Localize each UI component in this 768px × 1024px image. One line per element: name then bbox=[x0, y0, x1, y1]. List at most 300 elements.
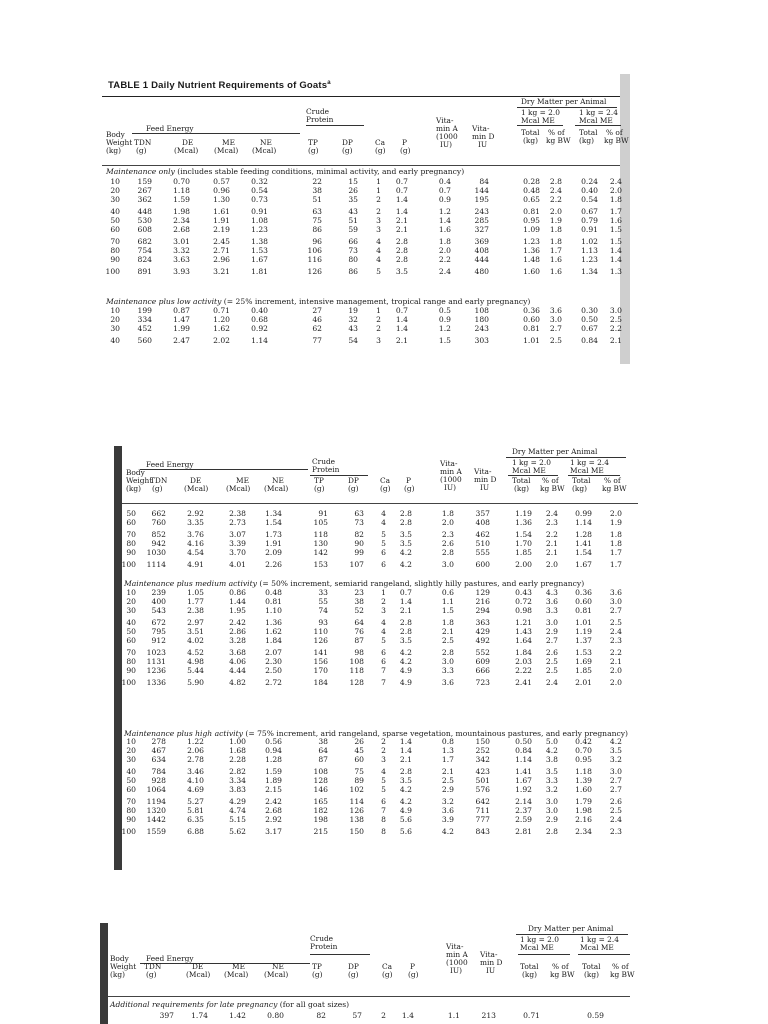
table-cell: 0.84 bbox=[581, 336, 598, 345]
table-cell: 6 bbox=[381, 648, 386, 657]
table-cell: 70 bbox=[126, 648, 136, 657]
table-cell: 141 bbox=[313, 648, 328, 657]
table-cell: 5 bbox=[381, 539, 386, 548]
table-cell: 2 bbox=[376, 315, 381, 324]
table-cell: 4 bbox=[381, 767, 386, 776]
table-cell: 2.8 bbox=[549, 177, 562, 186]
table-cell: 66 bbox=[348, 237, 358, 246]
table-cell: 146 bbox=[313, 785, 328, 794]
table-cell: 1.98 bbox=[173, 207, 190, 216]
table-cell: 80 bbox=[348, 255, 358, 264]
table-cell: 45 bbox=[354, 746, 364, 755]
table-cell: 4.91 bbox=[187, 560, 204, 569]
table-cell: 63 bbox=[312, 207, 322, 216]
table-cell: 1.62 bbox=[265, 627, 282, 636]
table-cell: 43 bbox=[348, 207, 358, 216]
section-label: Additional requirements for late pregnancy (for all goat sizes) bbox=[110, 1000, 350, 1009]
table-cell: 0.70 bbox=[575, 746, 592, 755]
table-cell: 1.60 bbox=[575, 785, 592, 794]
table-cell: 2.30 bbox=[265, 657, 282, 666]
table-cell: 4 bbox=[381, 518, 386, 527]
table-cell: 116 bbox=[307, 255, 322, 264]
table-cell: 75 bbox=[354, 767, 364, 776]
table-cell: 5.6 bbox=[399, 827, 412, 836]
table-cell: 795 bbox=[151, 627, 166, 636]
table-row bbox=[114, 785, 638, 795]
table-cell: 0.86 bbox=[229, 588, 246, 597]
table-cell: 4.2 bbox=[545, 746, 558, 755]
table-cell: 2.71 bbox=[213, 246, 230, 255]
table-cell: 2.4 bbox=[609, 177, 622, 186]
table-cell: 1.8 bbox=[549, 237, 562, 246]
table-cell: 2.3 bbox=[609, 636, 622, 645]
table-cell: 62 bbox=[312, 324, 322, 333]
table-cell: 2.68 bbox=[265, 806, 282, 815]
table-cell: 5.90 bbox=[187, 678, 204, 687]
table-cell: 0.81 bbox=[265, 597, 282, 606]
table-row bbox=[100, 1011, 630, 1021]
table-cell: 4.52 bbox=[187, 648, 204, 657]
table-cell: 2.68 bbox=[173, 225, 190, 234]
table-cell: 642 bbox=[475, 797, 490, 806]
table-cell: 912 bbox=[151, 636, 166, 645]
table-cell: 1114 bbox=[146, 560, 166, 569]
table-cell: 1.67 bbox=[575, 560, 592, 569]
table-cell: 1.20 bbox=[213, 315, 230, 324]
table-cell: 1.54 bbox=[265, 518, 282, 527]
table-cell: 50 bbox=[126, 776, 136, 785]
table-cell: 4.01 bbox=[229, 560, 246, 569]
table-cell: 4.54 bbox=[187, 548, 204, 557]
table-cell: 243 bbox=[474, 324, 489, 333]
table-cell: 107 bbox=[349, 560, 364, 569]
table-cell: 1.9 bbox=[549, 216, 562, 225]
table-cell: 2.6 bbox=[545, 648, 558, 657]
table-cell: 2.8 bbox=[399, 518, 412, 527]
table-cell: 6 bbox=[381, 548, 386, 557]
table-cell: 2.0 bbox=[609, 666, 622, 675]
table-cell: 369 bbox=[474, 237, 489, 246]
table-cell: 1.61 bbox=[213, 207, 230, 216]
table-cell: 363 bbox=[475, 618, 490, 627]
table-cell: 1.81 bbox=[251, 267, 268, 276]
table-cell: 2.1 bbox=[609, 657, 622, 666]
table-cell: 2.8 bbox=[399, 618, 412, 627]
table-cell: 2.37 bbox=[515, 806, 532, 815]
table-row bbox=[114, 606, 638, 616]
table-cell: 0.8 bbox=[441, 737, 454, 746]
table-cell: 243 bbox=[474, 207, 489, 216]
table-cell: 30 bbox=[110, 195, 120, 204]
table-cell: 57 bbox=[352, 1011, 362, 1020]
table-cell: 1.28 bbox=[265, 755, 282, 764]
table-cell: 82 bbox=[316, 1011, 326, 1020]
table-cell: 100 bbox=[121, 678, 136, 687]
table-cell: 1.5 bbox=[609, 237, 622, 246]
table-cell: 2.73 bbox=[229, 518, 246, 527]
table-cell: 4.9 bbox=[399, 678, 412, 687]
table-cell: 1.6 bbox=[549, 255, 562, 264]
table-cell: 2.9 bbox=[545, 627, 558, 636]
table-cell: 74 bbox=[318, 606, 328, 615]
table-cell: 0.30 bbox=[581, 306, 598, 315]
table-cell: 2.5 bbox=[441, 776, 454, 785]
table-cell: 711 bbox=[475, 806, 490, 815]
table-cell: 4 bbox=[376, 246, 381, 255]
table-cell: 1.36 bbox=[523, 246, 540, 255]
table-cell: 3.07 bbox=[229, 530, 246, 539]
table-row bbox=[114, 678, 638, 688]
table-cell: 4.2 bbox=[399, 657, 412, 666]
table-cell: 2.82 bbox=[229, 767, 246, 776]
table-cell: 3.0 bbox=[609, 306, 622, 315]
table-cell: 1.13 bbox=[581, 246, 598, 255]
table-cell: 0.67 bbox=[581, 324, 598, 333]
table-cell: 1.4 bbox=[399, 737, 412, 746]
table-cell: 1.01 bbox=[523, 336, 540, 345]
table-cell: 184 bbox=[313, 678, 328, 687]
table-row bbox=[102, 267, 632, 277]
table-cell: 4 bbox=[381, 618, 386, 627]
table-cell: 1.8 bbox=[609, 539, 622, 548]
table-cell: 1.59 bbox=[173, 195, 190, 204]
table-cell: 1.4 bbox=[609, 246, 622, 255]
table-row bbox=[102, 324, 632, 334]
table-cell: 0.56 bbox=[265, 737, 282, 746]
table-cell: 128 bbox=[349, 678, 364, 687]
table-cell: 3.6 bbox=[441, 678, 454, 687]
table-cell: 3.01 bbox=[173, 237, 190, 246]
table-cell: 3.5 bbox=[399, 539, 412, 548]
table-cell: 5.15 bbox=[229, 815, 246, 824]
table-cell: 3.93 bbox=[173, 267, 190, 276]
table-cell: 38 bbox=[318, 737, 328, 746]
table-cell: 216 bbox=[475, 597, 490, 606]
table-cell: 2.50 bbox=[265, 666, 282, 675]
table-cell: 90 bbox=[126, 666, 136, 675]
table-cell: 2.2 bbox=[609, 324, 622, 333]
table-cell: 2.8 bbox=[395, 246, 408, 255]
table-cell: 2.1 bbox=[399, 755, 412, 764]
table-cell: 2.97 bbox=[187, 618, 204, 627]
table-cell: 5.6 bbox=[399, 815, 412, 824]
table-cell: 1336 bbox=[146, 678, 166, 687]
table-cell: 3.5 bbox=[545, 767, 558, 776]
table-cell: 3.70 bbox=[229, 548, 246, 557]
table-cell: 76 bbox=[354, 627, 364, 636]
table-cell: 2.03 bbox=[515, 657, 532, 666]
table-cell: 2.4 bbox=[545, 509, 558, 518]
table-cell: 3.3 bbox=[545, 606, 558, 615]
table-panel-2 bbox=[114, 446, 638, 870]
table-cell: 555 bbox=[475, 548, 490, 557]
table-cell: 1.79 bbox=[575, 797, 592, 806]
table-cell: 180 bbox=[474, 315, 489, 324]
section-label: Maintenance plus high activity (= 75% increment, arid rangeland, sparse vegetation, mountainous pastures, and early pregnancy) bbox=[124, 729, 628, 738]
table-cell: 2.4 bbox=[438, 267, 451, 276]
table-cell: 6 bbox=[381, 657, 386, 666]
table-cell: 0.9 bbox=[438, 195, 451, 204]
table-row bbox=[114, 827, 638, 837]
table-cell: 90 bbox=[354, 539, 364, 548]
table-cell: 784 bbox=[151, 767, 166, 776]
table-cell: 2 bbox=[381, 737, 386, 746]
table-cell: 723 bbox=[475, 678, 490, 687]
table-cell: 2.1 bbox=[395, 225, 408, 234]
table-cell: 327 bbox=[474, 225, 489, 234]
table-cell: 2.78 bbox=[187, 755, 204, 764]
table-cell: 3 bbox=[381, 606, 386, 615]
table-cell: 239 bbox=[151, 588, 166, 597]
table-cell: 1.4 bbox=[395, 207, 408, 216]
table-cell: 3.39 bbox=[229, 539, 246, 548]
table-cell: 4.44 bbox=[229, 666, 246, 675]
table-cell: 444 bbox=[474, 255, 489, 264]
section-label: Maintenance plus low activity (= 25% increment, intensive management, tropical range and early pregnancy) bbox=[106, 297, 531, 306]
table-cell: 0.67 bbox=[581, 207, 598, 216]
table-cell: 8 bbox=[381, 815, 386, 824]
table-cell: 754 bbox=[137, 246, 152, 255]
table-cell: 87 bbox=[354, 636, 364, 645]
table-cell: 86 bbox=[348, 267, 358, 276]
table-cell: 2.86 bbox=[229, 627, 246, 636]
table-cell: 3.17 bbox=[265, 827, 282, 836]
table-cell: 3.0 bbox=[609, 597, 622, 606]
table-cell: 1.85 bbox=[575, 666, 592, 675]
table-cell: 1.9 bbox=[609, 518, 622, 527]
table-cell: 2.5 bbox=[549, 336, 562, 345]
table-cell: 0.71 bbox=[523, 1011, 540, 1020]
table-cell: 2.5 bbox=[609, 315, 622, 324]
table-cell: 0.5 bbox=[438, 306, 451, 315]
table-cell: 1.4 bbox=[395, 315, 408, 324]
table-cell: 114 bbox=[349, 797, 364, 806]
table-cell: 662 bbox=[151, 509, 166, 518]
table-cell: 90 bbox=[126, 815, 136, 824]
table-cell: 2 bbox=[376, 324, 381, 333]
column-header: Dry Matter per Animal Crude Protein 1 kg = 2.0 Mcal ME 1 kg = 2.4 Mcal ME Vita- Vita- Feed Energy Body Weight (kg) TDN (g) DE (Mcal) ME (Mcal) NE (Mcal) TP (g) DP (g) Ca (g) P (g) min A (1000 IU) min D IU Total (kg) % of kg BW Total (kg) % of kg BW bbox=[106, 97, 629, 155]
table-cell: 2.7 bbox=[545, 636, 558, 645]
table-cell: 32 bbox=[348, 315, 358, 324]
table-cell: 2.26 bbox=[265, 560, 282, 569]
table-cell: 80 bbox=[126, 539, 136, 548]
table-cell: 1.18 bbox=[575, 767, 592, 776]
table-cell: 3.0 bbox=[441, 560, 454, 569]
table-cell: 1.53 bbox=[251, 246, 268, 255]
table-cell: 77 bbox=[312, 336, 322, 345]
table-cell: 0.36 bbox=[523, 306, 540, 315]
table-cell: 63 bbox=[354, 509, 364, 518]
table-row bbox=[102, 195, 632, 205]
table-cell: 1.4 bbox=[399, 597, 412, 606]
table-cell: 153 bbox=[313, 560, 328, 569]
table-cell: 10 bbox=[126, 737, 136, 746]
table-cell: 609 bbox=[475, 657, 490, 666]
table-cell: 452 bbox=[137, 324, 152, 333]
table-cell: 1.53 bbox=[575, 648, 592, 657]
table-cell: 1.99 bbox=[173, 324, 190, 333]
table-cell: 93 bbox=[318, 618, 328, 627]
table-cell: 1.8 bbox=[441, 509, 454, 518]
table-cell: 2.6 bbox=[441, 539, 454, 548]
table-cell: 182 bbox=[313, 806, 328, 815]
table-cell: 5 bbox=[381, 785, 386, 794]
table-cell: 2.6 bbox=[609, 797, 622, 806]
table-cell: 3 bbox=[381, 755, 386, 764]
table-cell: 2.0 bbox=[545, 560, 558, 569]
table-cell: 0.95 bbox=[575, 755, 592, 764]
table-cell: 126 bbox=[349, 806, 364, 815]
table-cell: 3.2 bbox=[545, 785, 558, 794]
table-cell: 1559 bbox=[146, 827, 166, 836]
table-cell: 0.98 bbox=[515, 606, 532, 615]
table-cell: 1.05 bbox=[187, 588, 204, 597]
table-cell: 3.9 bbox=[441, 815, 454, 824]
table-cell: 2.09 bbox=[265, 548, 282, 557]
table-cell: 2.8 bbox=[399, 509, 412, 518]
table-cell: 1.02 bbox=[581, 237, 598, 246]
table-cell: 33 bbox=[318, 588, 328, 597]
table-cell: 6.35 bbox=[187, 815, 204, 824]
table-cell: 1.4 bbox=[399, 746, 412, 755]
table-cell: 4.02 bbox=[187, 636, 204, 645]
table-cell: 2.0 bbox=[609, 509, 622, 518]
table-cell: 3.0 bbox=[441, 657, 454, 666]
table-cell: 0.91 bbox=[581, 225, 598, 234]
table-cell: 1.84 bbox=[515, 648, 532, 657]
table-cell: 199 bbox=[137, 306, 152, 315]
table-cell: 1.23 bbox=[251, 225, 268, 234]
table-cell: 3.3 bbox=[441, 666, 454, 675]
table-cell: 3.0 bbox=[609, 767, 622, 776]
table-cell: 51 bbox=[348, 216, 358, 225]
table-cell: 2.5 bbox=[609, 806, 622, 815]
table-cell: 86 bbox=[312, 225, 322, 234]
table-cell: 608 bbox=[137, 225, 152, 234]
table-cell: 55 bbox=[318, 597, 328, 606]
table-cell: 2.4 bbox=[609, 815, 622, 824]
table-cell: 3.6 bbox=[545, 597, 558, 606]
table-cell: 6 bbox=[381, 560, 386, 569]
table-cell: 3.83 bbox=[229, 785, 246, 794]
table-cell: 1064 bbox=[146, 785, 166, 794]
table-cell: 1.4 bbox=[438, 216, 451, 225]
table-cell: 0.73 bbox=[251, 195, 268, 204]
table-cell: 5.0 bbox=[545, 737, 558, 746]
table-cell: 2.96 bbox=[213, 255, 230, 264]
table-cell: 35 bbox=[348, 195, 358, 204]
table-cell: 0.40 bbox=[581, 186, 598, 195]
table-cell: 129 bbox=[475, 588, 490, 597]
table-title: TABLE 1 Daily Nutrient Requirements of Goats$^a$ bbox=[108, 80, 331, 92]
table-cell: 1.39 bbox=[575, 776, 592, 785]
table-cell: 3.32 bbox=[173, 246, 190, 255]
table-cell: 108 bbox=[313, 767, 328, 776]
table-cell: 4.3 bbox=[545, 588, 558, 597]
table-cell: 4.10 bbox=[187, 776, 204, 785]
table-cell: 1.54 bbox=[575, 548, 592, 557]
table-cell: 2.47 bbox=[173, 336, 190, 345]
table-cell: 2.01 bbox=[575, 678, 592, 687]
table-cell: 1.62 bbox=[213, 324, 230, 333]
table-cell: 30 bbox=[110, 324, 120, 333]
table-cell: 0.9 bbox=[438, 315, 451, 324]
table-cell: 128 bbox=[313, 776, 328, 785]
table-row bbox=[102, 255, 632, 265]
table-cell: 5.44 bbox=[187, 666, 204, 675]
table-cell: 0.80 bbox=[267, 1011, 284, 1020]
table-cell: 138 bbox=[349, 815, 364, 824]
table-cell: 0.24 bbox=[581, 177, 598, 186]
table-cell: 2.2 bbox=[609, 648, 622, 657]
table-cell: 1.22 bbox=[187, 737, 204, 746]
table-cell: 267 bbox=[137, 186, 152, 195]
table-cell: 2.38 bbox=[187, 606, 204, 615]
table-row bbox=[114, 636, 638, 646]
section-label: Maintenance only (includes stable feeding conditions, minimal activity, and early pregnancy) bbox=[106, 167, 465, 176]
table-cell: 108 bbox=[474, 306, 489, 315]
table-cell: 4.06 bbox=[229, 657, 246, 666]
table-cell: 3.34 bbox=[229, 776, 246, 785]
table-cell: 73 bbox=[354, 518, 364, 527]
table-cell: 70 bbox=[110, 237, 120, 246]
table-cell: 99 bbox=[354, 548, 364, 557]
table-cell: 8 bbox=[381, 827, 386, 836]
table-cell: 760 bbox=[151, 518, 166, 527]
table-cell: 4 bbox=[381, 627, 386, 636]
table-cell: 3.5 bbox=[395, 267, 408, 276]
table-cell: 0.79 bbox=[581, 216, 598, 225]
table-cell: 89 bbox=[354, 776, 364, 785]
table-cell: 510 bbox=[475, 539, 490, 548]
table-cell: 3.35 bbox=[187, 518, 204, 527]
table-cell: 75 bbox=[312, 216, 322, 225]
table-cell: 50 bbox=[110, 216, 120, 225]
table-cell: 4.2 bbox=[399, 560, 412, 569]
table-cell: 0.60 bbox=[523, 315, 540, 324]
table-cell: 7 bbox=[381, 678, 386, 687]
table-cell: 43 bbox=[348, 324, 358, 333]
table-cell: 1.8 bbox=[609, 530, 622, 539]
table-cell: 852 bbox=[151, 530, 166, 539]
table-cell: 59 bbox=[348, 225, 358, 234]
table-cell: 4.82 bbox=[229, 678, 246, 687]
table-cell: 0.95 bbox=[523, 216, 540, 225]
table-cell: 429 bbox=[475, 627, 490, 636]
table-cell: 3.76 bbox=[187, 530, 204, 539]
table-cell: 1.19 bbox=[515, 509, 532, 518]
table-cell: 4.69 bbox=[187, 785, 204, 794]
table-cell: 3.51 bbox=[187, 627, 204, 636]
table-cell: 501 bbox=[475, 776, 490, 785]
table-row bbox=[114, 815, 638, 825]
table-cell: 1.37 bbox=[575, 636, 592, 645]
table-cell: 1.2 bbox=[438, 324, 451, 333]
table-cell: 1.10 bbox=[265, 606, 282, 615]
table-cell: 84 bbox=[479, 177, 489, 186]
table-cell: 1.4 bbox=[401, 1011, 414, 1020]
table-cell: 672 bbox=[151, 618, 166, 627]
table-cell: 2.81 bbox=[515, 827, 532, 836]
table-cell: 150 bbox=[475, 737, 490, 746]
table-cell: 2.8 bbox=[395, 237, 408, 246]
table-cell: 1442 bbox=[146, 815, 166, 824]
table-cell: 105 bbox=[313, 518, 328, 527]
table-cell: 1.67 bbox=[251, 255, 268, 264]
table-cell: 530 bbox=[137, 216, 152, 225]
table-cell: 50 bbox=[126, 627, 136, 636]
table-cell: 98 bbox=[354, 648, 364, 657]
